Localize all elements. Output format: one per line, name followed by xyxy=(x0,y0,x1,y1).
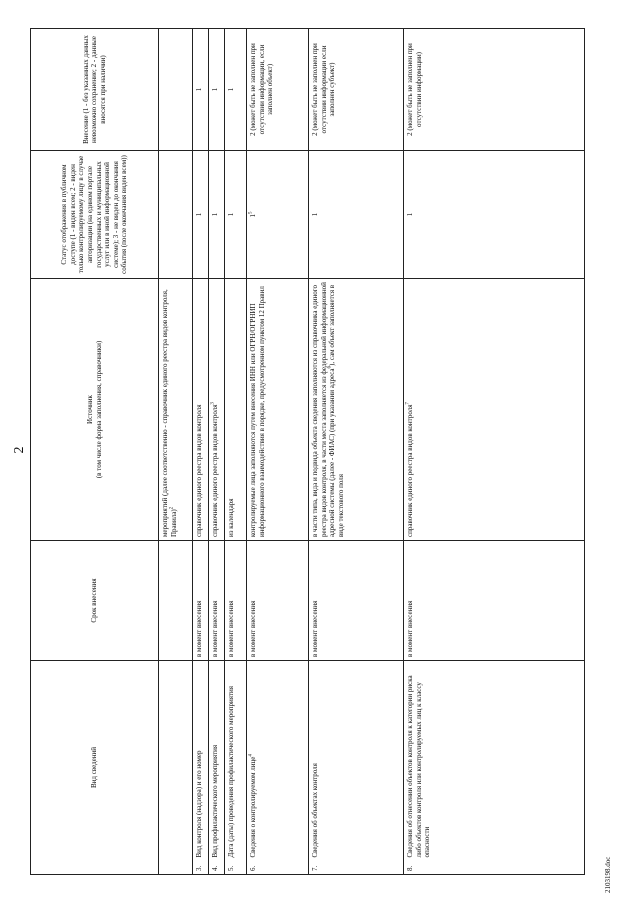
cell-term: в момент внесения xyxy=(225,541,247,661)
cell-name: Сведения об отнесении объектов контроля к категории риска либо объектов контроля или контролируемых лиц к классу опасности xyxy=(404,661,585,861)
cell-source: справочник единого реестра видов контроля$^7$ xyxy=(404,279,585,541)
header-source-title: Источник xyxy=(85,395,94,424)
cell-source: справочник единого реестра видов контроля$^3$ xyxy=(209,279,225,541)
header-name: Вид сведений xyxy=(31,661,159,875)
cell-entry: 1 xyxy=(209,29,225,151)
table-row xyxy=(247,29,309,875)
cell-name: Сведения об объектах контроля xyxy=(309,661,404,861)
row-number: 6. xyxy=(247,861,309,875)
cell-entry: 1 xyxy=(225,29,247,151)
document-code: 2103198.doc xyxy=(604,856,612,893)
cell-term: в момент внесения xyxy=(404,541,585,661)
cell-term: в момент внесения xyxy=(209,541,225,661)
cell-status: 1 xyxy=(309,151,404,279)
row-number: 3. xyxy=(193,861,209,875)
header-term: Срок внесения xyxy=(31,541,159,661)
header-status: Статус отображения в публичном доступе (1 - виден всем; 2 - виден только контролируемому лицу в случае авторизации (на едином портале государственных и муниципальных услуг или в иной информационной системе); 3 - не виден до окончания события (после окончания виден всем)) xyxy=(31,151,159,279)
cell-name: Дата (даты) проведения профилактического мероприятия xyxy=(225,661,247,861)
table-row xyxy=(309,29,404,875)
table-row-continuation xyxy=(159,29,193,875)
cell-source: из календаря xyxy=(225,279,247,541)
table-header-row xyxy=(31,29,159,875)
cell-entry: 2 (может быть не заполнен при отсутствии информации если заполнен субъект) xyxy=(309,29,404,151)
row-number: 4. xyxy=(209,861,225,875)
cell-source: контролируемые лица заполняются путем внесения ИНН или ОГРН/ОГРНИП информационного взаимодействия в порядке, предусмотренном пунктом 12 Правил xyxy=(247,279,309,541)
cell-name: Вид контроля (надзора) и его номер xyxy=(193,661,209,861)
cell-term: в момент внесения xyxy=(193,541,209,661)
cell-status: 1 xyxy=(225,151,247,279)
cell-name: Сведения о контролируемом лице$^4$ xyxy=(247,661,309,861)
cell-status: 1 xyxy=(209,151,225,279)
page-number: 2 xyxy=(12,446,27,454)
cell-status: 1 xyxy=(193,151,209,279)
cell-source: мероприятий (далее соответственно - справочник единого реестра видов контроля, Правила)$^2$ xyxy=(159,279,193,541)
table-row xyxy=(225,29,247,875)
table-row xyxy=(193,29,209,875)
row-number: 8. xyxy=(404,861,585,875)
cell-status: $1^5$ xyxy=(247,151,309,279)
table-row xyxy=(209,29,225,875)
registry-table xyxy=(30,28,585,875)
table-row xyxy=(404,29,585,875)
row-number: 7. xyxy=(309,861,404,875)
cell-status: 1 xyxy=(404,151,585,279)
header-source-note: (в том числе форма заполнения, справочники) xyxy=(94,340,103,479)
cell-term: в момент внесения xyxy=(247,541,309,661)
cell-name: Вид профилактического мероприятия xyxy=(209,661,225,861)
cell-entry: 2 (может быть не заполнен при отсутствии информации, если заполнен объект) xyxy=(247,29,309,151)
cell-entry: 2 (может быть не заполнен при отсутствии информации) xyxy=(404,29,585,151)
header-source xyxy=(31,279,159,541)
header-entry: Внесение (1 - без указанных данных невозможно сохранение; 2 - данные вносятся при наличии) xyxy=(31,29,159,151)
cell-term: в момент внесения xyxy=(309,541,404,661)
cell-source: в части типа, вида и подвида объекта сведения заполняются из справочника единого реестра видов контроля, в части места заполняется из федеральной информационной адресной системы (далее - ФИАС) (при указании адреса$^6$), сам объект заполняется в виде текстового поля xyxy=(309,279,404,541)
cell-entry: 1 xyxy=(193,29,209,151)
cell-source: справочник единого реестра видов контроля xyxy=(193,279,209,541)
row-number: 5. xyxy=(225,861,247,875)
